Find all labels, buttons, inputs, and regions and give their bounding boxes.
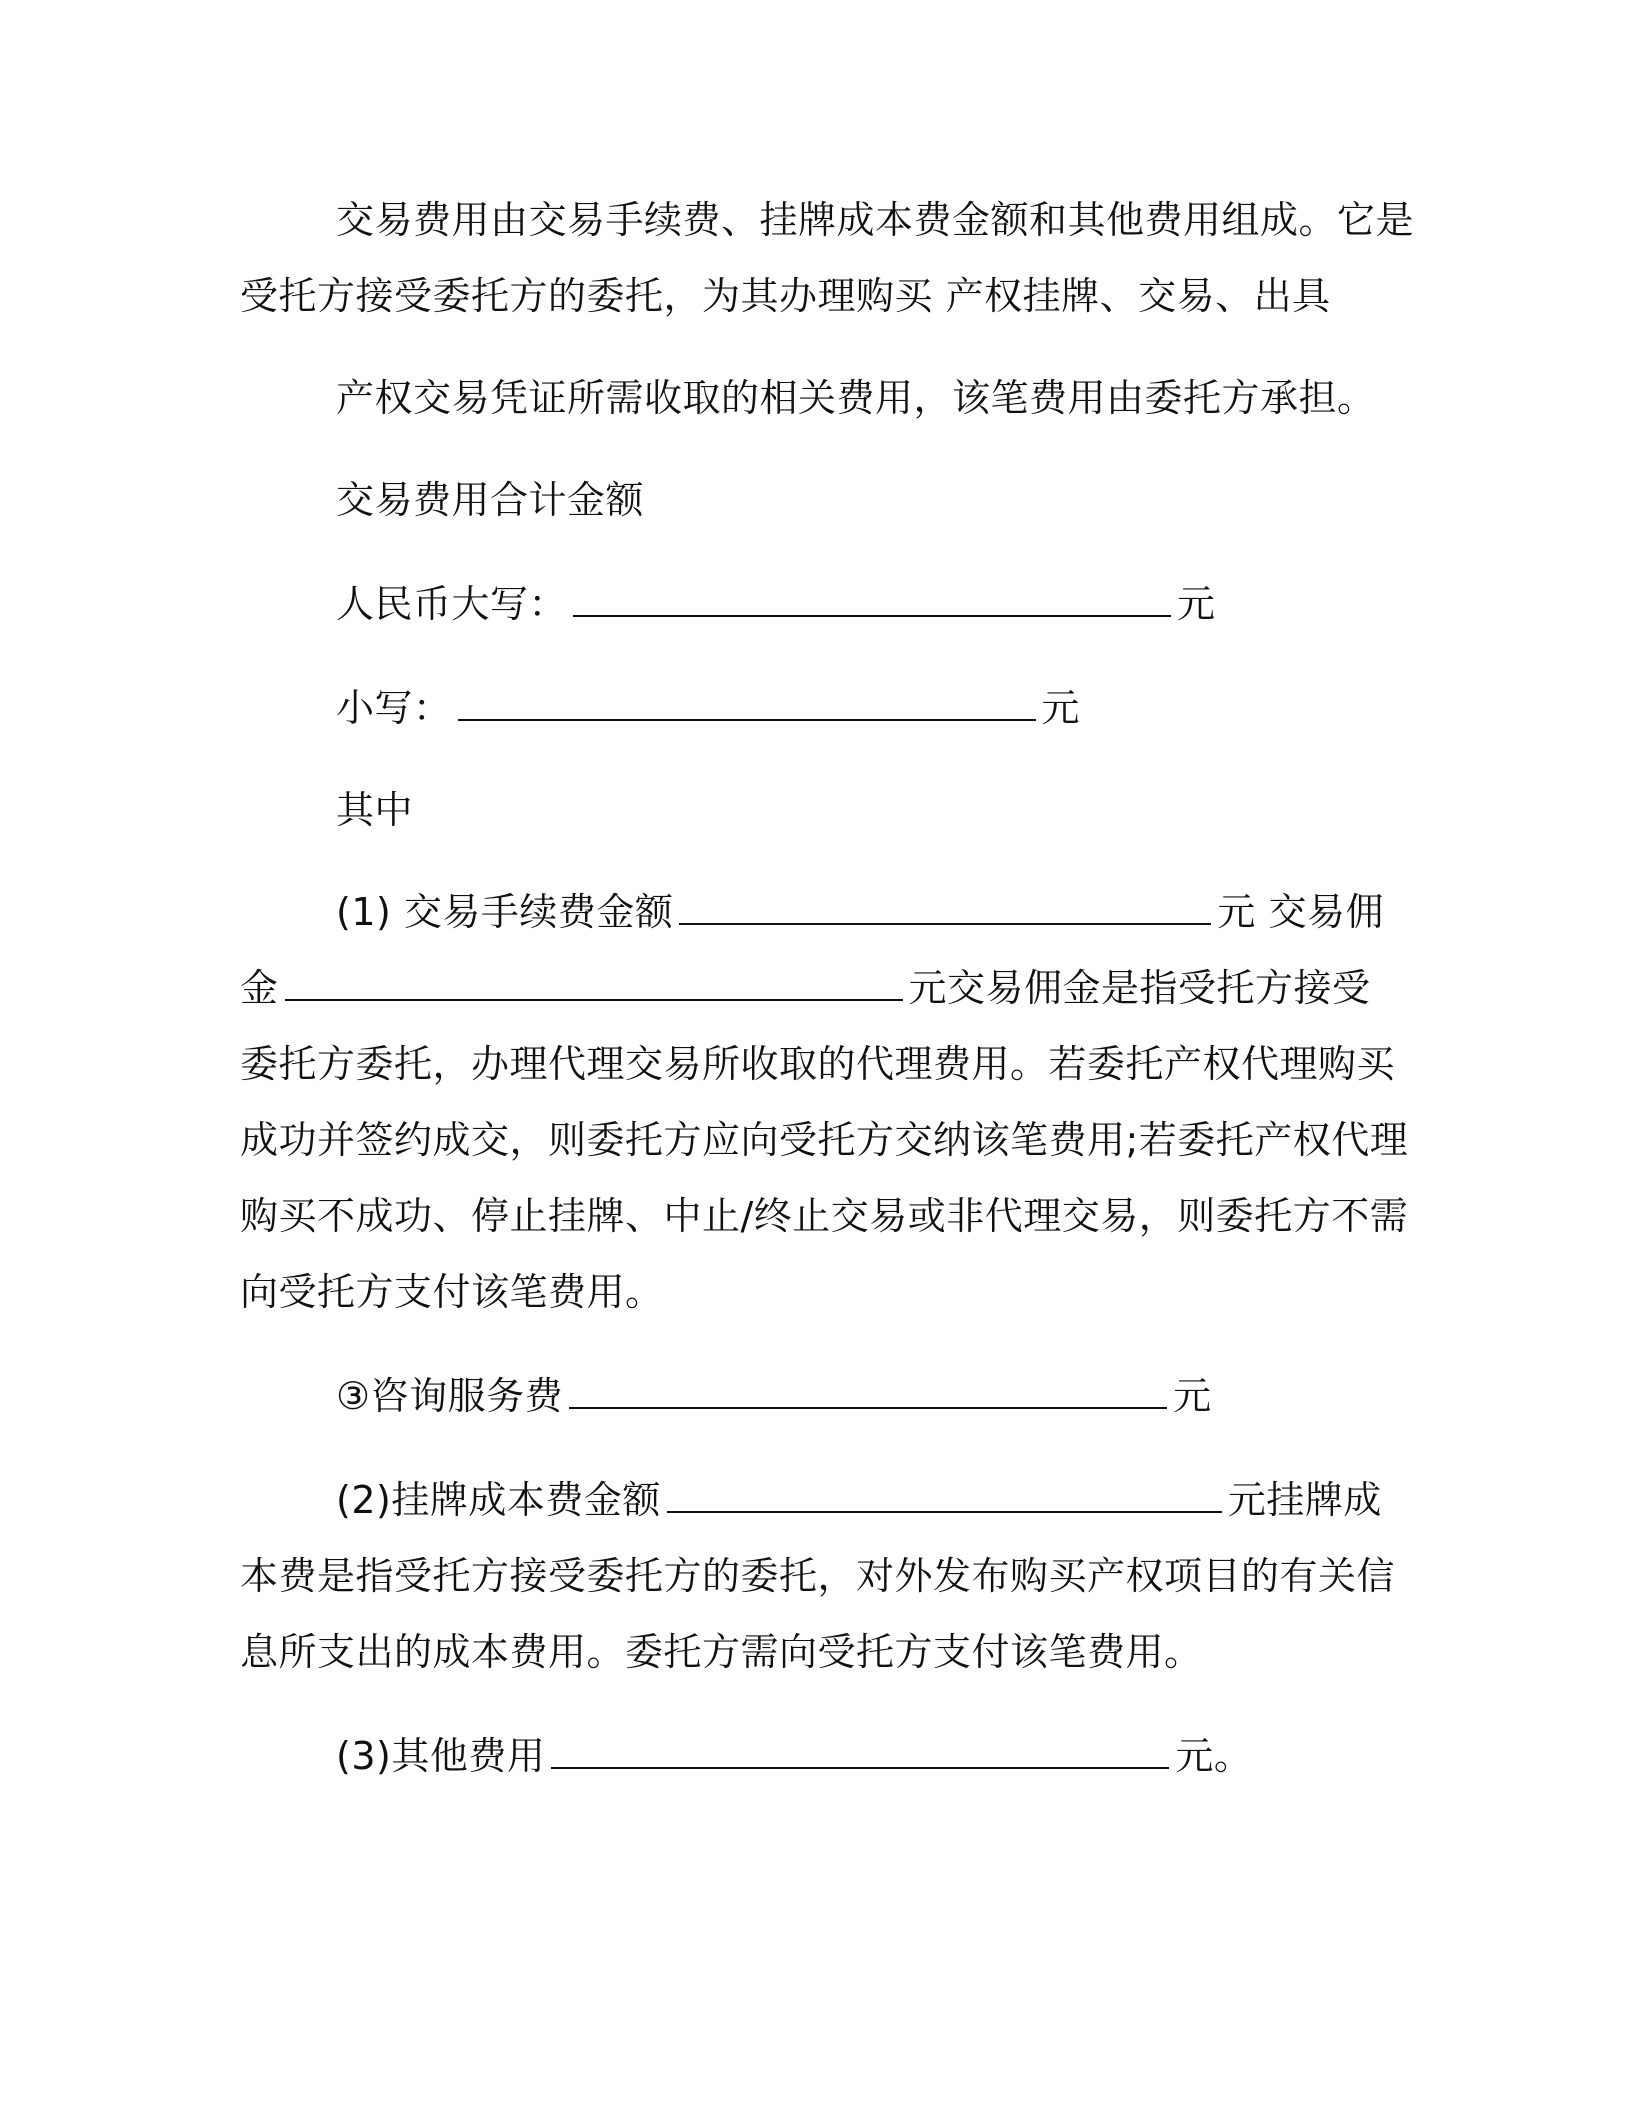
paragraph-line <box>240 1116 1409 1164</box>
text: 交易费用由交易手续费、挂牌成本费金额和其他费用组成。它是 <box>336 198 1415 242</box>
fill-in-blank[interactable] <box>667 1477 1222 1513</box>
fill-in-blank[interactable] <box>679 889 1211 925</box>
text: 购买不成功、停止挂牌、中止/终止交易或非代理交易，则委托方不需 <box>240 1194 1409 1238</box>
text: 元交易佣金是指受托方接受 <box>908 966 1371 1010</box>
fee-row-1 <box>240 888 1400 936</box>
unit-label: 元 <box>1173 1374 1212 1418</box>
text: 成功并签约成交，则委托方应向受托方交纳该笔费用;若委托产权代理 <box>240 1118 1409 1162</box>
text: 向受托方支付该笔费用。 <box>240 1270 664 1314</box>
text: 交易费用合计金额 <box>336 478 645 522</box>
fill-in-blank[interactable] <box>285 965 903 1001</box>
listing-fee-row <box>240 1476 1400 1524</box>
text: 元 交易佣 <box>1217 890 1385 934</box>
field-label: ③咨询服务费 <box>336 1374 564 1418</box>
text: 本费是指受托方接受委托方的委托，对外发布购买产权项目的有关信 <box>240 1554 1396 1598</box>
field-label: 人民币大写： <box>336 582 568 626</box>
paragraph-line <box>240 1268 1400 1316</box>
field-label: (3)其他费用 <box>336 1734 546 1778</box>
consulting-fee-row <box>240 1372 1400 1420</box>
paragraph-line <box>240 1040 1400 1088</box>
text: 息所支出的成本费用。委托方需向受托方支付该笔费用。 <box>240 1630 1203 1674</box>
paragraph-line <box>240 1628 1400 1676</box>
field-label: (1) 交易手续费金额 <box>336 890 674 934</box>
other-fees-row <box>240 1732 1400 1780</box>
field-label: 小写： <box>336 686 452 730</box>
fill-in-blank[interactable] <box>569 1373 1167 1409</box>
text: 金 <box>240 966 279 1010</box>
paragraph-line <box>240 1192 1409 1240</box>
subheading <box>240 786 1400 834</box>
paragraph-line <box>240 196 1415 244</box>
text: 其中 <box>336 788 414 832</box>
unit-label: 元 <box>1041 686 1081 730</box>
text: 元挂牌成 <box>1227 1478 1382 1522</box>
fill-in-blank[interactable] <box>551 1733 1169 1769</box>
unit-label: 元 <box>1177 582 1216 626</box>
section-heading <box>240 476 1400 524</box>
fill-in-blank[interactable] <box>573 581 1171 617</box>
field-label: (2)挂牌成本费金额 <box>336 1478 661 1522</box>
paragraph-line <box>240 1552 1400 1600</box>
amount-lowercase-row <box>240 684 1400 732</box>
commission-row <box>240 964 1400 1012</box>
paragraph-line <box>240 374 1400 422</box>
paragraph-line <box>240 272 1400 320</box>
fill-in-blank[interactable] <box>458 685 1036 721</box>
text: 产权交易凭证所需收取的相关费用，该笔费用由委托方承担。 <box>336 376 1376 420</box>
text: 受托方接受委托方的委托，为其办理购买 产权挂牌、交易、出具 <box>240 274 1331 318</box>
unit-label: 元。 <box>1175 1734 1253 1778</box>
amount-uppercase-row <box>240 580 1400 628</box>
text: 委托方委托，办理代理交易所收取的代理费用。若委托产权代理购买 <box>240 1042 1396 1086</box>
